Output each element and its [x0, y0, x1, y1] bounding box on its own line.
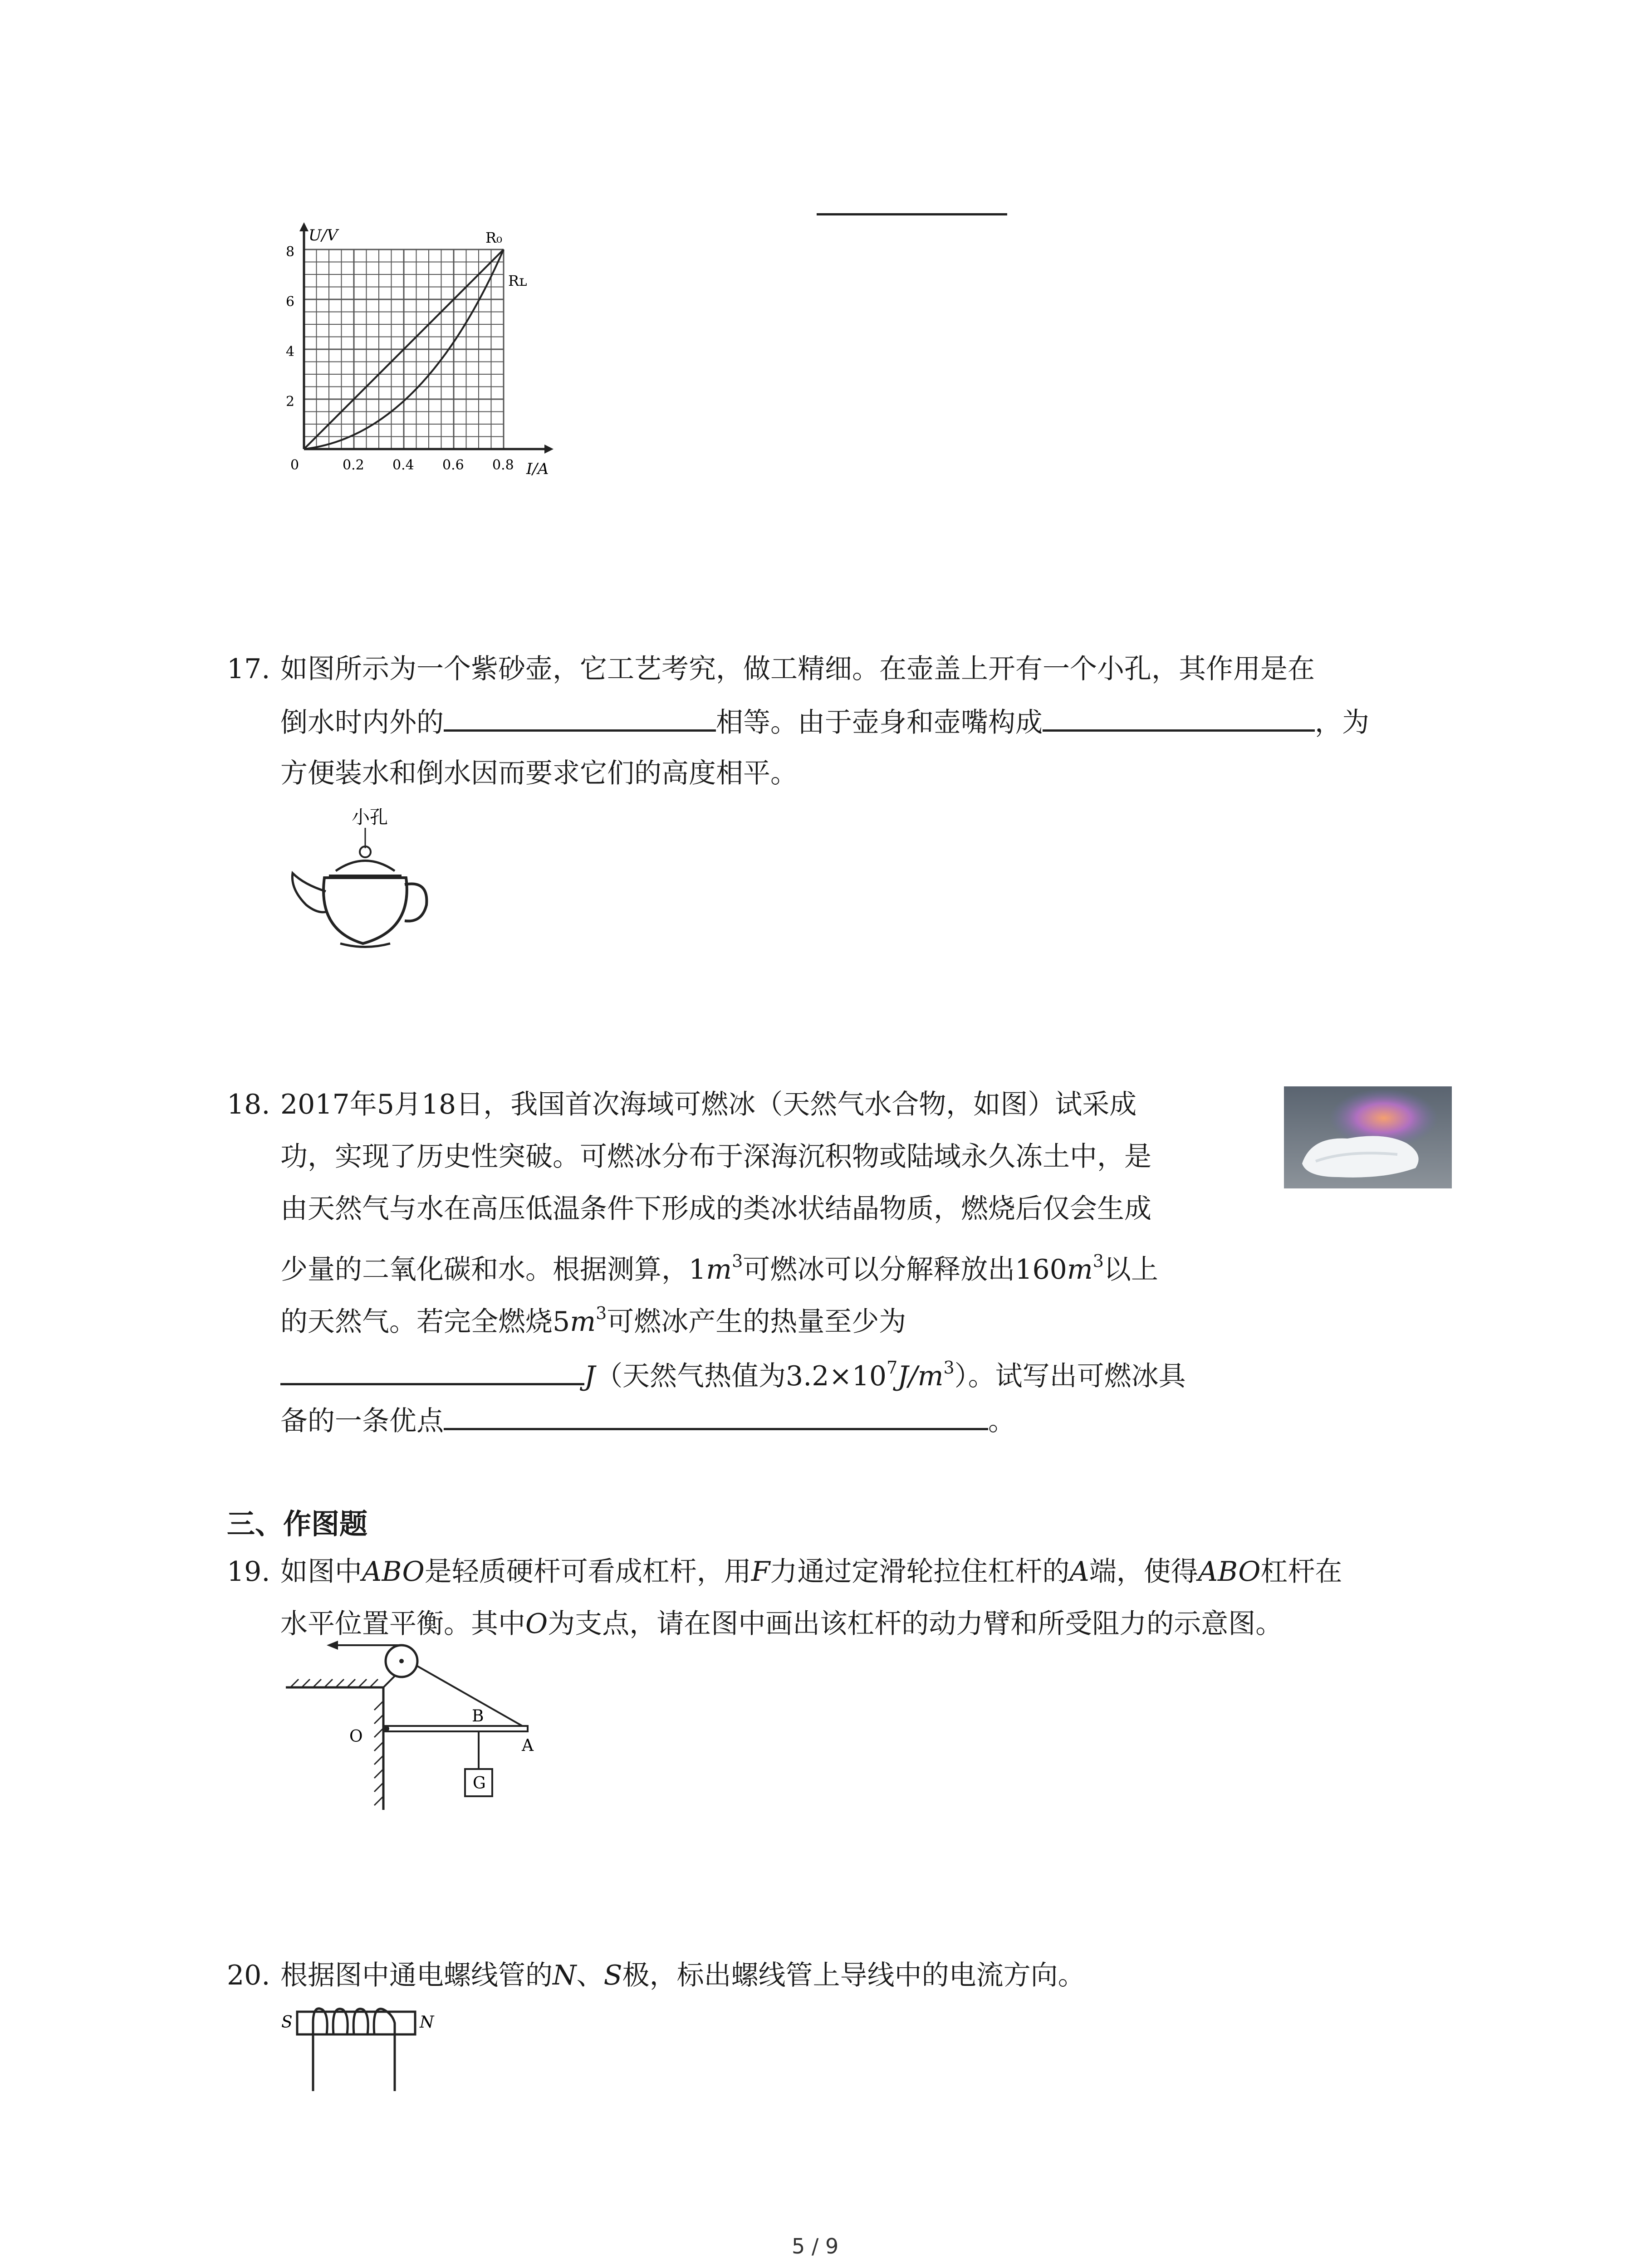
- y-tick: 6: [286, 294, 295, 310]
- rl-label: Rʟ: [508, 272, 527, 289]
- q19-line2: 水平位置平衡。其中O为支点，请在图中画出该杠杆的动力臂和所受阻力的示意图。: [280, 1608, 1283, 1640]
- q18-advantage-blank[interactable]: [444, 1402, 988, 1430]
- x-tick: 0.8: [492, 457, 514, 473]
- teapot-lid: [336, 861, 395, 871]
- q17-blank-2[interactable]: [1043, 703, 1315, 732]
- lever-bar: [383, 1726, 528, 1731]
- top-answer-blank[interactable]: [817, 213, 1007, 215]
- small-hole-label: 小孔: [352, 807, 388, 828]
- q17-number: 17.: [227, 653, 270, 685]
- q18-heat-blank[interactable]: [280, 1357, 584, 1385]
- label-s: S: [281, 2013, 293, 2032]
- ui-graph: [272, 218, 563, 481]
- r0-label: R₀: [485, 229, 502, 246]
- q18-line4: 少量的二氧化碳和水。根据测算，$1m^3$可燃冰可以分解释放出$160m^3$以上: [280, 1251, 1158, 1286]
- label-g: G: [473, 1774, 486, 1793]
- teapot-figure: [286, 798, 436, 953]
- label-b: B: [472, 1707, 484, 1725]
- ceiling-hatch: [290, 1679, 378, 1687]
- y-axis-arrow: [299, 222, 309, 231]
- y-tick: 4: [286, 344, 295, 360]
- y-tick: 8: [286, 244, 295, 260]
- solenoid-figure: [277, 1996, 449, 2096]
- solenoid-coils: [313, 2009, 395, 2046]
- x-tick: 0.4: [392, 457, 414, 473]
- x-axis-arrow: [544, 445, 554, 454]
- x-tick: 0.2: [343, 457, 364, 473]
- q17-line3: 方便装水和倒水因而要求它们的高度相平。: [280, 758, 798, 789]
- q17-line2: 倒水时内外的 相等。由于壶身和壶嘴构成 ，为: [280, 703, 1369, 741]
- page-number: 5 / 9: [792, 2234, 839, 2258]
- q20-line1: 根据图中通电螺线管的N、S极，标出螺线管上导线中的电流方向。: [280, 1960, 1085, 1991]
- wall-hatch: [374, 1701, 383, 1805]
- q18-line3: 由天然气与水在高压低温条件下形成的类冰状结晶物质，燃烧后仅会生成: [280, 1193, 1151, 1225]
- label-n: N: [420, 2013, 434, 2032]
- q19-number: 19.: [227, 1556, 270, 1588]
- q19-line1: 如图中ABO是轻质硬杆可看成杠杆，用F力通过定滑轮拉住杠杆的A端，使得ABO杠杆在: [280, 1556, 1342, 1588]
- x-tick: 0: [290, 457, 299, 473]
- q18-line7: 备的一条优点 。: [280, 1402, 1015, 1439]
- y-axis-label: U/V: [309, 226, 338, 244]
- solenoid-core: [297, 2012, 415, 2034]
- q20-number: 20.: [227, 1960, 270, 1991]
- x-axis-label: I/A: [526, 460, 549, 478]
- section-title: 三、作图题: [227, 1507, 368, 1540]
- teapot-body: [323, 878, 407, 943]
- pivot: [384, 1726, 389, 1731]
- label-a: A: [522, 1736, 534, 1755]
- label-o: O: [349, 1727, 363, 1746]
- q18-line5: 的天然气。若完全燃烧$5m^3$可燃冰产生的热量至少为: [280, 1303, 906, 1338]
- x-tick: 0.6: [442, 457, 464, 473]
- q17-blank-1[interactable]: [444, 703, 716, 732]
- combustible-ice-photo: [1284, 1086, 1452, 1188]
- teapot-spout: [292, 873, 327, 912]
- lever-figure: [281, 1633, 563, 1823]
- q18-line2: 功，实现了历史性突破。可燃冰分布于深海沉积物或陆域永久冻土中，是: [280, 1141, 1151, 1173]
- q18-line6: J（天然气热值为$3.2\times 10^7J/m^3$）。试写出可燃冰具: [280, 1349, 1186, 1394]
- q18-line1: 2017年5月18日，我国首次海域可燃冰（天然气水合物，如图）试采成: [280, 1089, 1137, 1120]
- y-tick: 2: [286, 394, 295, 410]
- force-arrow: [327, 1641, 338, 1650]
- q18-number: 18.: [227, 1089, 270, 1120]
- q17-line1: 如图所示为一个紫砂壶，它工艺考究，做工精细。在壶盖上开有一个小孔，其作用是在: [280, 653, 1315, 685]
